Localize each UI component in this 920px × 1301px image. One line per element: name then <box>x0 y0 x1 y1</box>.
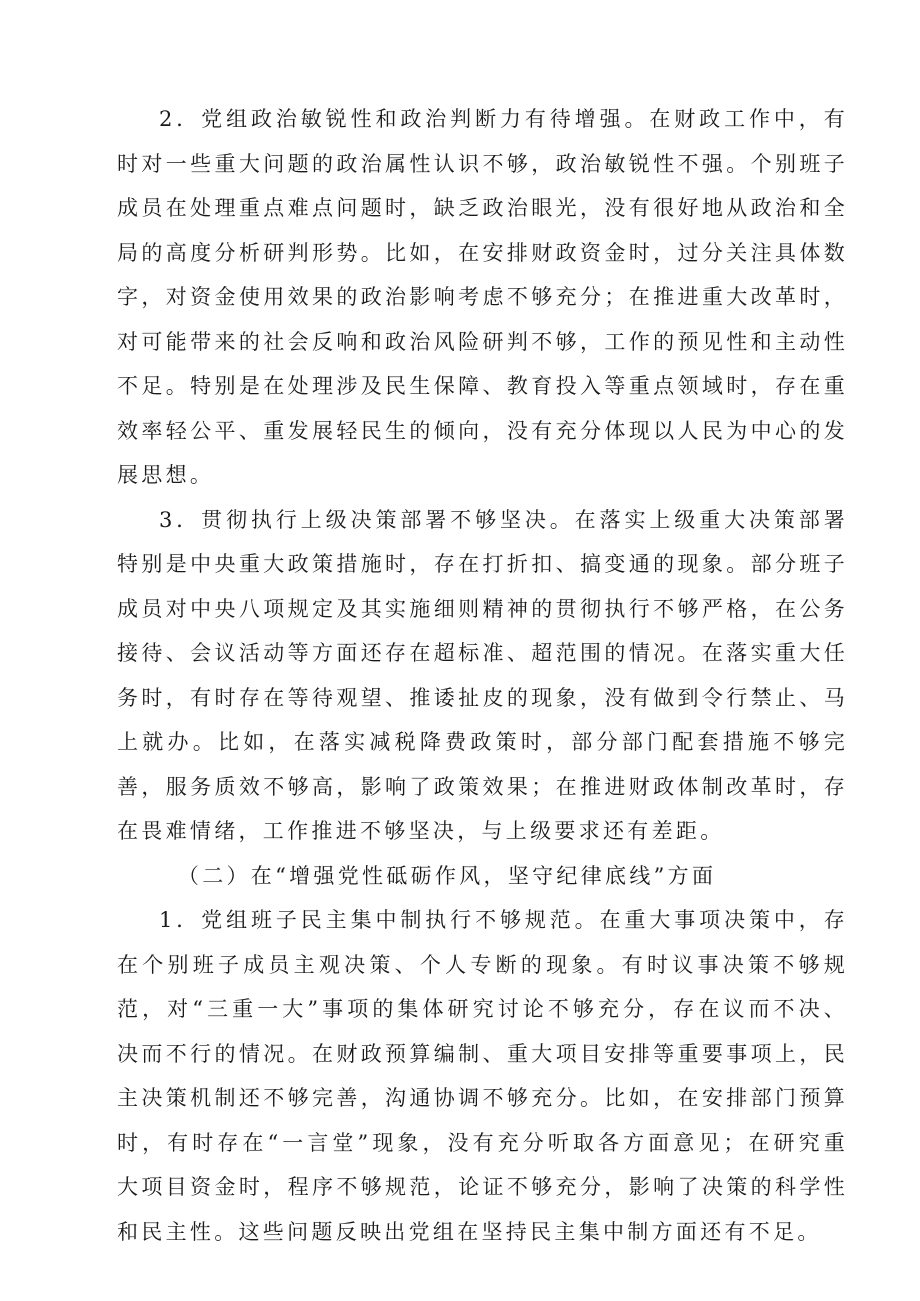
paragraph-item-3: 3．贯彻执行上级决策部署不够坚决。在落实上级重大决策部署特别是中央重大政策措施时，存在打折扣、搞变通的现象。部分班子成员对中央八项规定及其实施细则精神的贯彻执行不够严格，在公务接待、会议活动等方面还存在超标准、超范围的情况。在落实重大任务时，有时存在等待观望、推诿扯皮的现象，没有做到令行禁止、马上就办。比如，在落实减税降费政策时，部分部门配套措施不够完善，服务质效不够高，影响了政策效果；在推进财政体制改革时，存在畏难情绪，工作推进不够坚决，与上级要求还有差距。 <box>117 507 848 843</box>
document-body <box>117 97 848 1254</box>
paragraph-item-1: 1．党组班子民主集中制执行不够规范。在重大事项决策中，存在个别班子成员主观决策、个人专断的现象。有时议事决策不够规范，对“三重一大”事项的集体研究讨论不够充分，存在议而不决、决而不行的情况。在财政预算编制、重大项目安排等重要事项上，民主决策机制还不够完善，沟通协调不够充分。比如，在安排部门预算时，有时存在“一言堂”现象，没有充分听取各方面意见；在研究重大项目资金时，程序不够规范，论证不够充分，影响了决策的科学性和民主性。这些问题反映出党组在坚持民主集中制方面还有不足。 <box>117 908 848 1244</box>
section-heading: （二）在“增强党性砥砺作风，坚守纪律底线”方面 <box>177 863 717 888</box>
paragraph-item-2: 2．党组政治敏锐性和政治判断力有待增强。在财政工作中，有时对一些重大问题的政治属性认识不够，政治敏锐性不强。个别班子成员在处理重点难点问题时，缺乏政治眼光，没有很好地从政治和全局的高度分析研判形势。比如，在安排财政资金时，过分关注具体数字，对资金使用效果的政治影响考虑不够充分；在推进重大改革时，对可能带来的社会反响和政治风险研判不够，工作的预见性和主动性不足。特别是在处理涉及民生保障、教育投入等重点领域时，存在重效率轻公平、重发展轻民生的倾向，没有充分体现以人民为中心的发展思想。 <box>117 107 848 487</box>
